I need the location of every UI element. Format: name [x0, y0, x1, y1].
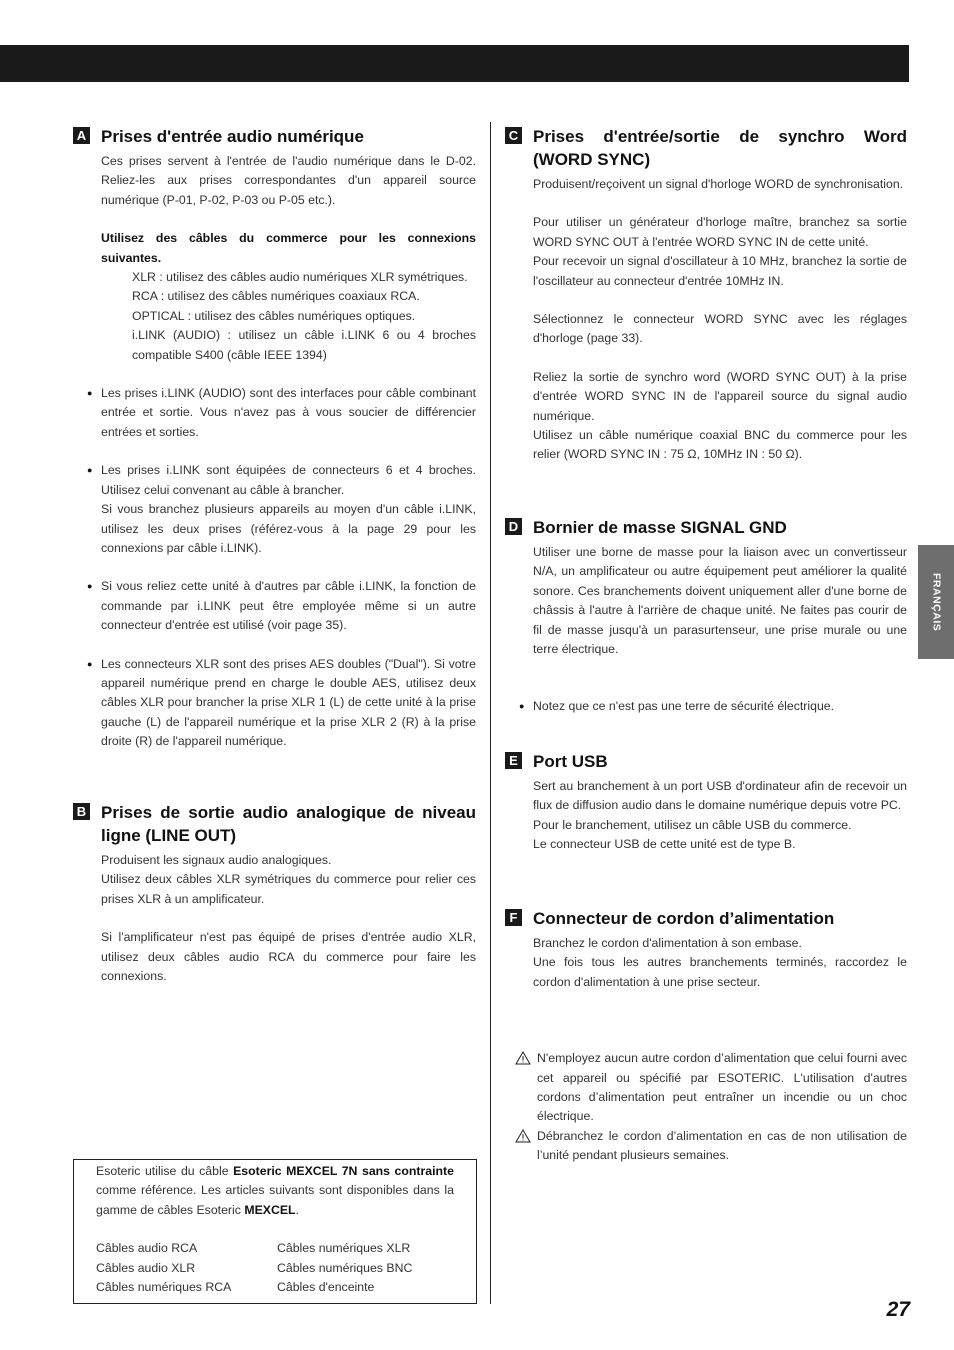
section-letter-f: F	[505, 909, 522, 926]
section-e-p1: Sert au branchement à un port USB d'ordinateur afin de recevoir un flux de diffusion audio dans le domaine numérique depuis votre PC.	[533, 779, 907, 813]
section-letter-a: A	[73, 127, 90, 144]
section-f-p1: Branchez le cordon d'alimentation à son embase.	[533, 936, 802, 950]
section-e-title: Port USB	[533, 752, 608, 771]
section-c	[505, 125, 907, 465]
section-c-p3: Pour recevoir un signal d'oscillateur à 10 MHz, branchez la sortie de l'oscillateur au connecteur d'entrée 10MHz IN.	[533, 254, 907, 288]
reference-text-3: .	[295, 1202, 299, 1217]
warning-power-cord: N'employez aucun autre cordon d’alimentation que celui fourni avec cet appareil ou spécifié par ESOTERIC. L'utilisation d'autres cordons d’alimentation peut entraîner un incendie ou un choc électrique.	[537, 1051, 907, 1124]
section-d-bullet: ● Notez que ce n'est pas une terre de sécurité électrique.	[533, 697, 907, 716]
cable-list	[96, 1239, 454, 1297]
section-c-p1: Produisent/reçoivent un signal d'horloge WORD de synchronisation.	[533, 177, 904, 191]
reference-cable-box	[73, 1159, 477, 1304]
section-a-intro: Ces prises servent à l'entrée de l'audio numérique dans le D-02. Reliez-les aux prises correspondantes d'un appareil source numérique (P-01, P-02, P-03 ou P-05 etc.).	[101, 154, 476, 207]
section-f-p2: Une fois tous les autres branchements terminés, raccordez le cordon d'alimentation à une prise secteur.	[533, 955, 907, 989]
language-tab	[918, 545, 954, 659]
section-b-title: Prises de sortie audio analogique de niveau ligne (LINE OUT)	[101, 803, 476, 845]
section-e-p2: Pour le branchement, utilisez un câble USB du commerce.	[533, 817, 852, 832]
section-a	[73, 125, 476, 752]
section-letter-b: B	[73, 803, 90, 820]
section-c-p5: Reliez la sortie de synchro word (WORD SYNC OUT) à la prise d'entrée WORD SYNC IN de l'appareil source du signal audio numérique.	[533, 369, 907, 423]
cable-item: Câbles numériques RCA	[96, 1280, 232, 1295]
cable-item: Câbles audio RCA	[96, 1241, 198, 1256]
cable-optical: OPTICAL : utilisez des câbles numériques optiques.	[132, 308, 416, 323]
section-e-p3: Le connecteur USB de cette unité est de type B.	[533, 837, 796, 852]
section-letter-c: C	[505, 127, 522, 144]
section-c-p6: Utilisez un câble numérique coaxial BNC du commerce pour les relier (WORD SYNC IN : 75 Ω, 10MHz IN : 50 Ω).	[533, 428, 907, 462]
page-number: 27	[886, 1298, 910, 1321]
cable-xlr: XLR : utilisez des câbles audio numériques XLR symétriques.	[132, 270, 468, 285]
cable-rca: RCA : utilisez des câbles numériques coaxiaux RCA.	[132, 289, 420, 304]
reference-brand: MEXCEL	[244, 1202, 296, 1217]
section-f	[505, 907, 907, 1166]
bullet-ilink-connectors-cont: Si vous branchez plusieurs appareils au moyen d'un câble i.LINK, utilisez les deux prises (référez-vous à la page 29 pour les connexions par câble i.LINK).	[101, 502, 476, 555]
section-letter-d: D	[505, 518, 522, 535]
section-d	[505, 516, 907, 717]
section-f-title: Connecteur de cordon d’alimentation	[533, 909, 835, 928]
section-c-p2: Pour utiliser un générateur d'horloge maître, branchez sa sortie WORD SYNC OUT à l'entrée WORD SYNC IN de cette unité.	[533, 215, 907, 249]
reference-cable-name: Esoteric MEXCEL 7N sans contrainte	[233, 1164, 454, 1178]
warning-icon	[515, 1051, 531, 1065]
reference-text-1: Esoteric utilise du câble	[96, 1164, 234, 1178]
section-letter-e: E	[505, 752, 522, 769]
bullet-ilink-control: ● Si vous reliez cette unité à d'autres par câble i.LINK, la fonction de commande par i.LINK peut être employée même si un autre connecteur d'entrée est utilisé (voir page 35).	[101, 577, 476, 635]
cable-item: Câbles numériques XLR	[277, 1241, 411, 1256]
section-d-p1: Utiliser une borne de masse pour la liaison avec un convertisseur N/A, un amplificateur ou autre équipement peut améliorer la qualité sonore. Ces branchements doivent uniquement aller d'une borne de châssis à l'autre à l'arrière de chaque unité. Ne faites pas courir de fil de masse jusqu'à un parasurtenseur, une prise murale ou une terre électrique.	[533, 545, 907, 657]
warning-unplug: Débranchez le cordon d’alimentation en cas de non utilisation de l’unité pendant plusieurs semaines.	[537, 1128, 907, 1163]
cable-item: Câbles audio XLR	[96, 1260, 196, 1275]
language-tab-label: FRANÇAIS	[930, 572, 943, 632]
section-e	[505, 750, 907, 855]
section-b-p2: Utilisez deux câbles XLR symétriques du commerce pour relier ces prises XLR à un amplificateur.	[101, 872, 476, 906]
bullet-ilink-interfaces: ● Les prises i.LINK (AUDIO) sont des interfaces pour câble combinant entrée et sortie. Vous n'avez pas à vous soucier de différencier entrées et sorties.	[101, 384, 476, 442]
bullet-xlr-dual: ● Les connecteurs XLR sont des prises AES doubles ("Dual"). Si votre appareil numérique prend en charge le double AES, utilisez deux câbles XLR pour brancher la prise XLR 1 (L) de cette unité à la prise gauche (L) de l'appareil numérique et la prise XLR 2 (R) à la prise droite (R) de l'appareil numérique.	[101, 655, 476, 752]
section-b-p3: Si l'amplificateur n'est pas équipé de prises d'entrée audio XLR, utilisez deux câbles audio RCA du commerce pour faire les connexions.	[101, 930, 476, 984]
cable-item: Câbles d'enceinte	[277, 1280, 375, 1295]
warning-icon	[515, 1129, 531, 1143]
reference-text	[96, 1162, 454, 1220]
cables-heading: Utilisez des câbles du commerce pour les connexions suivantes.	[101, 231, 476, 265]
section-d-title: Bornier de masse SIGNAL GND	[533, 518, 787, 537]
bullet-ilink-connectors: ● Les prises i.LINK sont équipées de connecteurs 6 et 4 broches. Utilisez celui convenant au câble à brancher.	[101, 461, 476, 500]
cable-ilink: i.LINK (AUDIO) : utilisez un câble i.LINK 6 ou 4 broches compatible S400 (câble IEEE 1394)	[132, 328, 476, 362]
cable-item: Câbles numériques BNC	[277, 1260, 413, 1275]
header-bar	[0, 45, 909, 82]
section-b	[73, 801, 476, 986]
section-b-p1: Produisent les signaux audio analogiques.	[101, 853, 332, 867]
reference-text-2: comme référence. Les articles suivants sont disponibles dans la gamme de câbles Esoteric	[96, 1183, 454, 1217]
section-c-title: Prises d'entrée/sortie de synchro Word (WORD SYNC)	[533, 127, 907, 169]
section-a-title: Prises d'entrée audio numérique	[101, 127, 364, 146]
section-c-p4: Sélectionnez le connecteur WORD SYNC avec les réglages d'horloge (page 33).	[533, 312, 907, 346]
column-divider	[490, 122, 491, 1304]
